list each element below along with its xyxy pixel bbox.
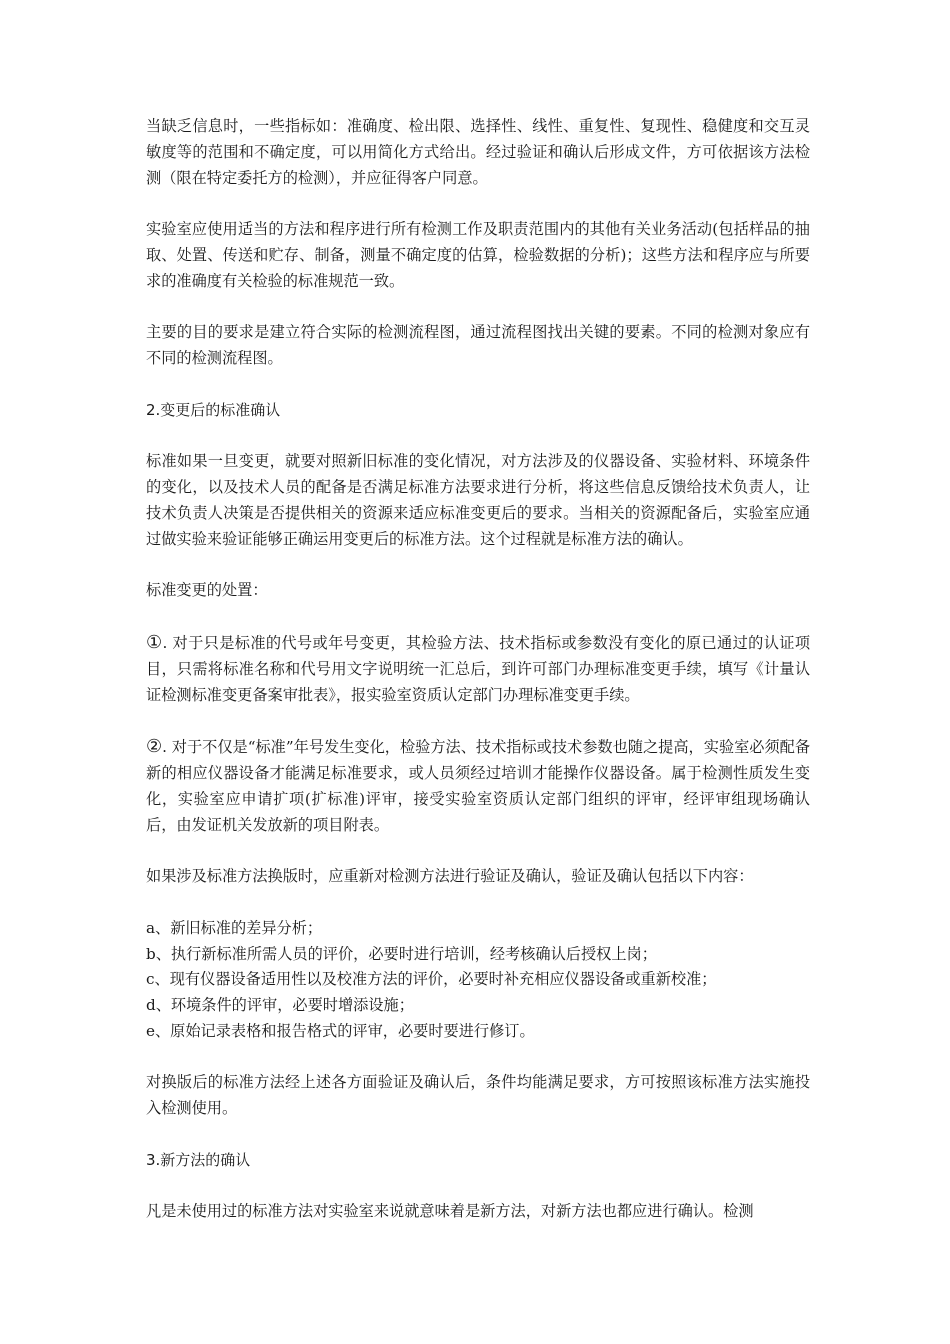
- document-body: [146, 114, 810, 1251]
- verification-list: [146, 916, 810, 1045]
- paragraph-new-method: 凡是未使用过的标准方法对实验室来说就意味着是新方法，对新方法也都应进行确认。检测: [146, 1202, 754, 1221]
- item-text-2: . 对于不仅是“标准”年号发生变化，检验方法、技术指标或技术参数也随之提高，实验室必须配备新的相应仪器设备才能满足标准要求，或人员须经过培训才能操作仪器设备。属于检测性质发生变化，实验室应申请扩项(扩标准)评审，接受实验室资质认定部门组织的评审，经评审组现场确认后，由发证机关发放新的项目附表。: [146, 738, 811, 834]
- paragraph-item-2: [146, 734, 810, 838]
- section-heading-3: 3.新方法的确认: [146, 1150, 251, 1169]
- list-item: b、执行新标准所需人员的评价，必要时进行培训，经考核确认后授权上岗；: [146, 944, 657, 963]
- paragraph-info-lacking: 当缺乏信息时，一些指标如：准确度、检出限、选择性、线性、重复性、复现性、稳健度和交互灵敏度等的范围和不确定度，可以用简化方式给出。经过验证和确认后形成文件，方可依据该方法检测（限在特定委托方的检测），并应征得客户同意。: [146, 117, 810, 187]
- list-item: e、原始记录表格和报告格式的评审，必要时要进行修订。: [146, 1021, 535, 1040]
- list-item: d、环境条件的评审，必要时增添设施；: [146, 996, 414, 1015]
- paragraph-methods-procedures: 实验室应使用适当的方法和程序进行所有检测工作及职责范围内的其他有关业务活动(包括样品的抽取、处置、传送和贮存、制备，测量不确定度的估算，检验数据的分析)；这些方法和程序应与所要求的准确度有关检验的标准规范一致。: [146, 220, 810, 290]
- section-heading-2: 2.变更后的标准确认: [146, 400, 281, 419]
- item-marker-1: ①: [146, 631, 163, 653]
- paragraph-standard-change: 标准如果一旦变更，就要对照新旧标准的变化情况，对方法涉及的仪器设备、实验材料、环境条件的变化，以及技术人员的配备是否满足标准方法要求进行分析，将这些信息反馈给技术负责人，让技术负责人决策是否提供相关的资源来适应标准变更后的要求。当相关的资源配备后，实验室应通过做实验来验证能够正确运用变更后的标准方法。这个过程就是标准方法的确认。: [146, 452, 810, 548]
- paragraph-after-verification: 对换版后的标准方法经上述各方面验证及确认后，条件均能满足要求，方可按照该标准方法实施投入检测使用。: [146, 1073, 810, 1118]
- list-item: a、新旧标准的差异分析；: [146, 918, 323, 937]
- paragraph-item-1: [146, 630, 810, 708]
- paragraph-change-handling: 标准变更的处置：: [146, 581, 268, 600]
- list-item: c、现有仪器设备适用性以及校准方法的评价，必要时补充相应仪器设备或重新校准；: [146, 970, 717, 989]
- item-marker-2: ②: [146, 736, 163, 758]
- paragraph-version-change: 如果涉及标准方法换版时，应重新对检测方法进行验证及确认，验证及确认包括以下内容：: [146, 867, 754, 886]
- paragraph-flowchart: 主要的目的要求是建立符合实际的检测流程图，通过流程图找出关键的要素。不同的检测对象应有不同的检测流程图。: [146, 323, 810, 368]
- item-text-1: . 对于只是标准的代号或年号变更，其检验方法、技术指标或参数没有变化的原已通过的认证项目，只需将标准名称和代号用文字说明统一汇总后，到许可部门办理标准变更手续，填写《计量认证检测标准变更备案审批表》，报实验室资质认定部门办理标准变更手续。: [146, 633, 811, 704]
